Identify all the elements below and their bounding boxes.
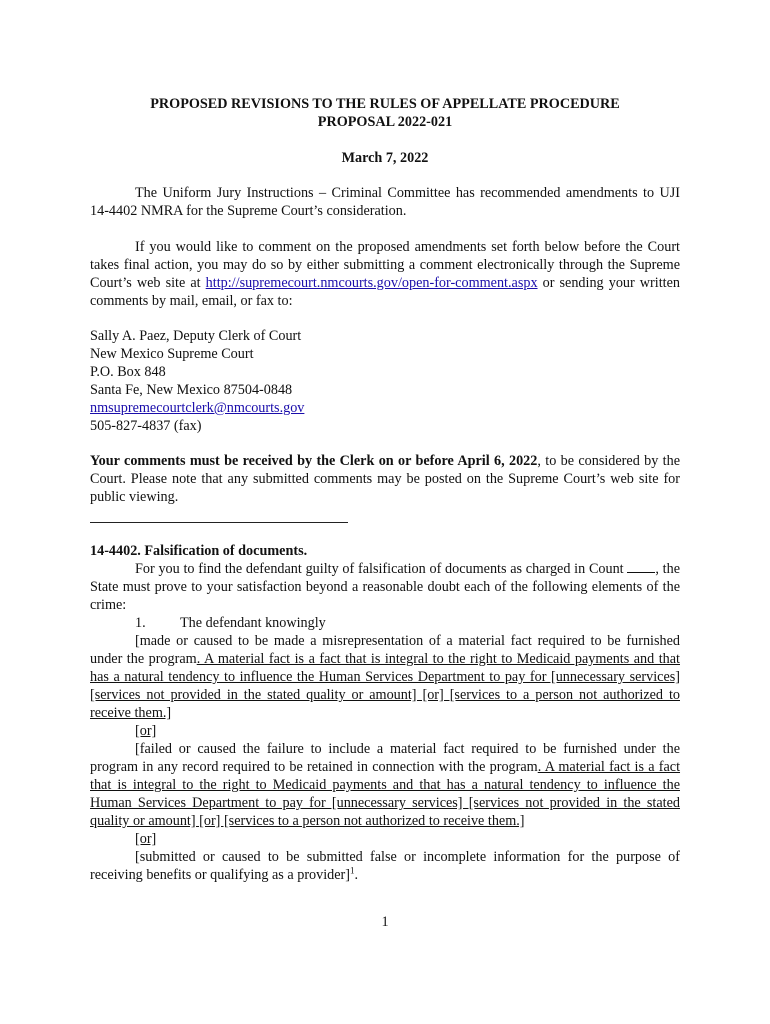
instruction-intro bbox=[90, 560, 680, 614]
option-1-text: [made or caused to be made a misrepresentation of a material fact required to be furnished under the program bbox=[90, 633, 680, 667]
instruction-intro-b: , the State must prove to your satisfaction beyond a reasonable doubt each of the following elements of the crime: bbox=[90, 561, 680, 613]
instruction-intro-a: For you to find the defendant guilty of falsification of documents as charged in Count bbox=[135, 561, 628, 577]
title-line-1: PROPOSED REVISIONS TO THE RULES OF APPELLATE PROCEDURE bbox=[150, 96, 620, 112]
element-1 bbox=[90, 614, 680, 632]
address-name: Sally A. Paez, Deputy Clerk of Court bbox=[90, 328, 302, 344]
option-3-text: [submitted or caused to be submitted false or incomplete information for the purpose of receiving benefits or qualifying as a provider] bbox=[90, 849, 680, 883]
document-date: March 7, 2022 bbox=[341, 150, 429, 166]
address-city: Santa Fe, New Mexico 87504-0848 bbox=[90, 382, 293, 398]
address-court: New Mexico Supreme Court bbox=[90, 346, 254, 362]
option-2 bbox=[90, 740, 680, 830]
option-1-amendment: . A material fact is a fact that is integral to the right to Medicaid payments and that has a natural tendency to influence the Human Services Department to pay for [unnecessary services] [services not provided in the stated quality or amount] [or] [services to a person not authorized to receive them.] bbox=[90, 651, 680, 721]
page-number: 1 bbox=[381, 914, 389, 930]
address-po-box: P.O. Box 848 bbox=[90, 364, 166, 380]
option-2-amendment: . A material fact is a fact that is integral to the right to Medicaid payments and that has a natural tendency to influence the Human Services Department to pay for [unnecessary services] [services not provided in the stated quality or amount] [or] [services to a person not authorized to receive them.] bbox=[90, 759, 681, 829]
intro-p2-tail: or sending your written comments by mail, email, or fax to: bbox=[90, 275, 680, 309]
option-1 bbox=[90, 632, 680, 722]
or-separator-2: [or] bbox=[135, 831, 157, 847]
intro-p2-text: If you would like to comment on the proposed amendments set forth below before the Court takes final action, you may do so by either submitting a comment electronically through the Supreme Court’s web site at bbox=[90, 239, 680, 291]
address-fax: 505-827-4837 (fax) bbox=[90, 418, 202, 434]
mailing-address bbox=[90, 327, 680, 435]
intro-paragraph-1: The Uniform Jury Instructions – Criminal Committee has recommended amendments to UJI 14-4402 NMRA for the Supreme Court’s consideration. bbox=[90, 185, 680, 219]
intro-paragraph-2 bbox=[90, 238, 680, 310]
deadline-bold: Your comments must be received by the Clerk on or before April 6, 2022 bbox=[90, 453, 538, 469]
count-blank bbox=[627, 560, 655, 573]
separator-rule bbox=[90, 522, 348, 523]
deadline-paragraph bbox=[90, 452, 680, 506]
footnote-marker[interactable]: 1 bbox=[350, 865, 355, 876]
email-link[interactable]: nmsupremecourtclerk@nmcourts.gov bbox=[90, 400, 305, 416]
comment-link[interactable]: http://supremecourt.nmcourts.gov/open-for-comment.aspx bbox=[205, 275, 538, 291]
element-number: 1. bbox=[135, 615, 146, 631]
option-2-text: [failed or caused the failure to include a material fact required to be furnished under the program in any record required to be retained in connection with the program bbox=[90, 741, 680, 775]
option-3: [submitted or caused to be submitted false or incomplete information for the purpose of receiving benefits or qualifying as a provider]$^1$. bbox=[90, 849, 680, 883]
or-separator-1: [or] bbox=[135, 723, 157, 739]
instruction-heading: 14-4402. Falsification of documents. bbox=[90, 543, 308, 559]
deadline-rest: , to be considered by the Court. Please note that any submitted comments may be posted on the Supreme Court’s web site for public viewing. bbox=[90, 453, 680, 505]
element-text: The defendant knowingly bbox=[180, 615, 326, 631]
title-line-2: PROPOSAL 2022-021 bbox=[317, 114, 453, 130]
document-title bbox=[90, 95, 680, 131]
